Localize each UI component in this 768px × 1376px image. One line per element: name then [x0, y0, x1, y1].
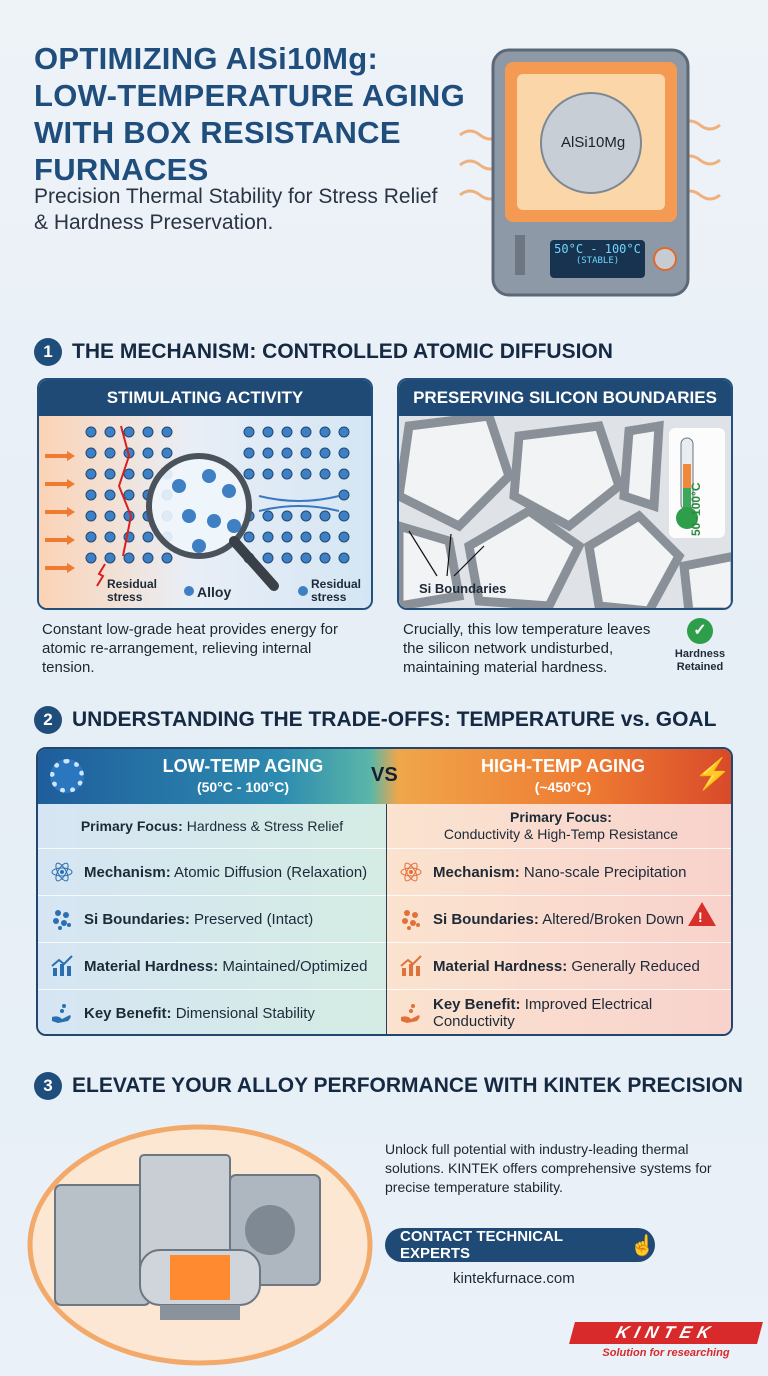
atom [263, 511, 273, 521]
row-text [84, 958, 367, 975]
atom [339, 469, 349, 479]
atom [105, 490, 115, 500]
atom [282, 469, 292, 479]
row-label: Mechanism: [84, 863, 171, 881]
title-line: LOW-TEMPERATURE AGING [34, 78, 466, 113]
atom [339, 532, 349, 542]
atom [301, 553, 311, 563]
atom [202, 469, 216, 483]
subtitle: Precision Thermal Stability for Stress Relief & Hardness Preservation. [34, 185, 438, 234]
furnaces-icon [20, 1105, 380, 1370]
section-1-header [34, 338, 613, 366]
lightning-icon: ⚡ [694, 758, 732, 791]
gear-icon [50, 759, 84, 793]
atom [301, 469, 311, 479]
row-label: Material Hardness: [84, 957, 219, 975]
section-title: THE MECHANISM: CONTROLLED ATOMIC DIFFUSION [72, 340, 613, 363]
atom [282, 511, 292, 521]
atom [86, 490, 96, 500]
table-header [38, 749, 731, 804]
atom [105, 511, 115, 521]
atom [320, 511, 330, 521]
atom [263, 469, 273, 479]
atom [320, 553, 330, 563]
row-value: Nano-scale Precipitation [523, 863, 687, 881]
check-icon: ✓ [687, 618, 713, 644]
atom [143, 427, 153, 437]
atom-icon [399, 860, 423, 884]
sample-label: AlSi10Mg [561, 134, 626, 151]
particles-icon [399, 907, 423, 931]
panel-title: STIMULATING ACTIVITY [39, 380, 371, 416]
atom [227, 519, 241, 533]
atom [301, 511, 311, 521]
table-row [387, 895, 733, 942]
badge-label: Hardness Retained [674, 648, 726, 673]
atom [172, 479, 186, 493]
page-title [34, 40, 474, 188]
vs-label: VS [371, 764, 398, 786]
atom [192, 539, 206, 553]
legend-residual-stress: Residual stress [107, 577, 158, 604]
atom [143, 553, 153, 563]
atom [105, 469, 115, 479]
atom [105, 448, 115, 458]
atom [263, 553, 273, 563]
atom [320, 448, 330, 458]
focus-label: Primary Focus: [80, 818, 183, 834]
stimulating-activity-panel [37, 378, 373, 610]
atom [143, 469, 153, 479]
pointer-cursor-icon: ☝ [630, 1234, 655, 1257]
high-temp-column [387, 804, 733, 1034]
row-value: Generally Reduced [571, 957, 700, 975]
atom [124, 553, 134, 563]
title-line: FURNACES [34, 152, 209, 187]
row-value: Altered/Broken Down [542, 910, 684, 928]
row-text [84, 864, 367, 881]
section-number: 2 [34, 706, 62, 734]
atom [86, 448, 96, 458]
atom [124, 469, 134, 479]
right-caption: Crucially, this low temperature leaves the silicon network undisturbed, maintaining material hardness. [403, 621, 651, 676]
atom [244, 469, 254, 479]
section-number: 1 [34, 338, 62, 366]
row-label: Key Benefit: [84, 1004, 172, 1022]
row-label: Material Hardness: [433, 957, 568, 975]
logo-tagline: Solution for researching [602, 1347, 730, 1359]
atom [301, 532, 311, 542]
logo-name: KINTEK [569, 1322, 763, 1344]
atom [339, 448, 349, 458]
atom [86, 511, 96, 521]
atom [86, 427, 96, 437]
row-value: Improved Electrical Conductivity [433, 996, 653, 1030]
atom [339, 427, 349, 437]
left-caption: Constant low-grade heat provides energy for atomic re-arrangement, relieving internal tension. [42, 621, 339, 676]
comparison-table: LOW-TEMP AGING (50°C - 100°C) VS HIGH-TEMP AGING (~450°C) ⚡ Primary Focus: Hardness & Stress Relief Mechanism: Atomic Diffusion (Relaxation) Si Boundaries: Preserved (Intact) Material Hardness: Maintained/Optimized Key Benefit: Dimensional Stability Primary Focus: Conductivity & High-Temp Resistance Mechanism: Nano-scale Precipitation Si Boundaries: Altered/Broken Down Material Hardness: Generally Reduced Key Benefit: Improved Electrical Conductivity ! [36, 747, 733, 1036]
row-label: Si Boundaries: [84, 910, 190, 928]
furnace-lineup-illustration [20, 1105, 380, 1370]
silicon-boundaries-panel [397, 378, 733, 610]
row-value: Atomic Diffusion (Relaxation) [174, 863, 368, 881]
table-row [387, 848, 733, 895]
row-value: Maintained/Optimized [222, 957, 368, 975]
atom [207, 514, 221, 528]
atom [301, 448, 311, 458]
chart-up-icon [50, 954, 74, 978]
atom [244, 448, 254, 458]
row-text [84, 911, 313, 928]
atom [339, 490, 349, 500]
atom [263, 427, 273, 437]
row-value: Preserved (Intact) [194, 910, 314, 928]
title-line: WITH BOX RESISTANCE [34, 115, 401, 150]
focus-value: Hardness & Stress Relief [186, 818, 344, 834]
row-text [433, 911, 684, 928]
atom [320, 469, 330, 479]
atom [282, 427, 292, 437]
display-status: (STABLE) [575, 256, 620, 266]
table-row [387, 942, 733, 989]
furnace-illustration [455, 45, 725, 305]
row-label: Si Boundaries: [433, 910, 539, 928]
low-temp-range: (50°C - 100°C) [196, 779, 290, 795]
atom-icon [50, 860, 74, 884]
section-2-header [34, 706, 716, 734]
website-link[interactable]: kintekfurnace.com [453, 1270, 575, 1287]
section-title: ELEVATE YOUR ALLOY PERFORMANCE WITH KINTEK PRECISION [72, 1074, 743, 1097]
atom [244, 427, 254, 437]
si-boundaries-label: Si Boundaries [419, 581, 507, 596]
atom [143, 448, 153, 458]
particles-icon [50, 907, 74, 931]
temperature-display [550, 242, 645, 266]
hand-icon [399, 1001, 423, 1025]
section-number: 3 [34, 1072, 62, 1100]
atom [105, 553, 115, 563]
atom [124, 427, 134, 437]
atom [124, 490, 134, 500]
furnace-icon [455, 45, 725, 305]
kintek-logo [572, 1322, 760, 1359]
low-temp-column [38, 804, 386, 1034]
table-row [38, 848, 386, 895]
high-temp-title: HIGH-TEMP AGING [480, 756, 645, 776]
atom [105, 532, 115, 542]
section-title: UNDERSTANDING THE TRADE-OFFS: TEMPERATURE vs. GOAL [72, 708, 717, 731]
table-row [387, 989, 733, 1036]
row-label: Mechanism: [433, 863, 520, 881]
contact-experts-button[interactable] [385, 1228, 655, 1262]
row-text [84, 1005, 315, 1022]
table-row [38, 989, 386, 1036]
hardness-retained-badge [668, 618, 732, 674]
atom [162, 448, 172, 458]
legend-alloy: Alloy [197, 584, 232, 600]
section-3-header [34, 1072, 743, 1100]
primary-focus-row [38, 804, 386, 848]
atom [339, 553, 349, 563]
atom [282, 448, 292, 458]
row-text [433, 996, 733, 1030]
thermometer-label: 50–100°C [689, 482, 703, 536]
table-row [38, 942, 386, 989]
row-value: Dimensional Stability [175, 1004, 315, 1022]
low-temp-title: LOW-TEMP AGING [162, 756, 324, 776]
high-temp-range: (~450°C) [534, 779, 592, 795]
atom [282, 553, 292, 563]
table-row [38, 895, 386, 942]
focus-label: Primary Focus: [510, 809, 612, 825]
atom [263, 448, 273, 458]
atom [320, 532, 330, 542]
atom [143, 532, 153, 542]
atom [244, 532, 254, 542]
atom [222, 484, 236, 498]
chart-up-icon [399, 954, 423, 978]
atom [182, 509, 196, 523]
atom [282, 532, 292, 542]
panel-title: PRESERVING SILICON BOUNDARIES [399, 380, 731, 416]
atom [86, 469, 96, 479]
title-line: OPTIMIZING AlSi10Mg: [34, 41, 379, 76]
atom [105, 427, 115, 437]
display-temp: 50°C - 100°C [554, 242, 641, 256]
atom [162, 553, 172, 563]
atom [162, 427, 172, 437]
primary-focus-row [387, 804, 733, 848]
row-text [433, 958, 700, 975]
contact-button-label: CONTACT TECHNICAL EXPERTS [400, 1228, 563, 1262]
focus-value: Conductivity & High-Temp Resistance [443, 826, 679, 842]
section3-body: Unlock full potential with industry-leading thermal solutions. KINTEK offers comprehensive systems for precise temperature stability. [385, 1141, 712, 1195]
atom [320, 427, 330, 437]
atom [86, 553, 96, 563]
atom [263, 532, 273, 542]
row-text [433, 864, 686, 881]
atom [86, 532, 96, 542]
row-label: Key Benefit: [433, 996, 521, 1013]
atom [339, 511, 349, 521]
hand-icon [50, 1001, 74, 1025]
atom [301, 427, 311, 437]
legend-residual-stress-2: Residual stress [311, 577, 362, 604]
